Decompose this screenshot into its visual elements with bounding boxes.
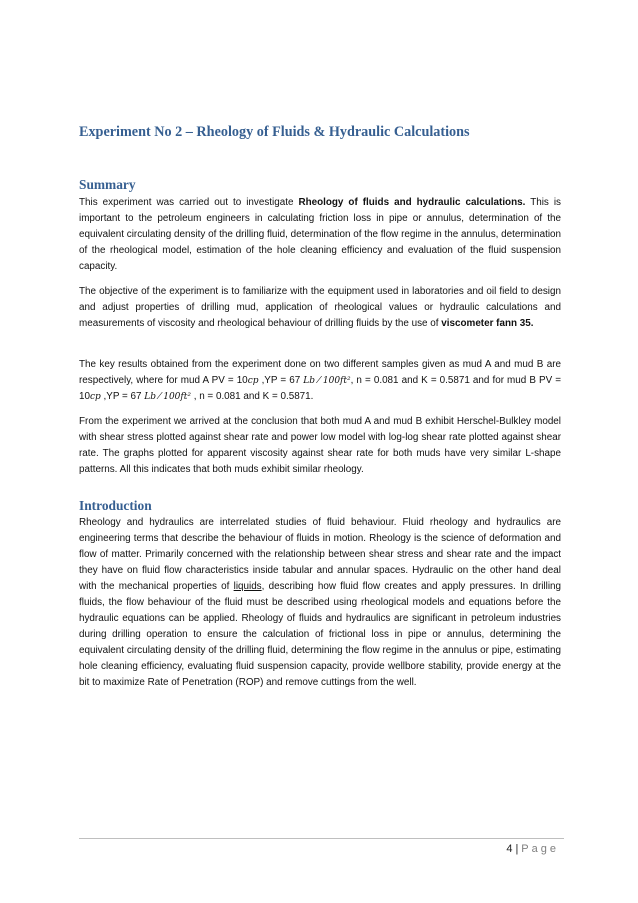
unit-lb-per-100ft2: Lb ⁄ 100ft² [144, 392, 191, 402]
liquids-link[interactable]: liquids [233, 581, 262, 592]
summary-paragraph-2: The objective of the experiment is to familiarize with the equipment used in laboratories and oil field to design and adjust properties of drilling mud, application of rheological values or hydraulic calculations and measurements of viscosity and rheological behaviour of drilling fluids by the use of viscometer fann 35. [79, 286, 561, 329]
unit-lb-per-100ft2: Lb ⁄ 100ft² [303, 376, 351, 386]
unit-cp: cp [247, 376, 259, 386]
document-title: Experiment No 2 – Rheology of Fluids & Hydraulic Calculations [79, 124, 470, 140]
introduction-heading: Introduction [79, 498, 152, 513]
page-footer [506, 843, 559, 855]
footer-separator: | [515, 843, 519, 855]
introduction-paragraph: Rheology and hydraulics are interrelated studies of fluid behaviour. Fluid rheology and hydraulics are engineering terms that describe the behaviour of fluids in motion. Rheology is the science of deformation and flow of matter. Primarily concerned with the relationship between shear stress and shear rate and the impact they have on fluid flow characteristics inside tabular and annular spaces. Hydraulic on the other hand deal with the mechanical properties of liquids, describing how fluid flow creates and apply pressures. In drilling fluids, the flow behaviour of the fluid must be described using rheological models and equations before the hydraulic equations can be applied. Rheology of fluids and hydraulics are significant in petroleum industries during drilling operation to ensure the calculation of frictional loss in pipe or annulus, determining the equivalent circulating density of the drilling fluid, determining the flow regime in the annulus or pipe, estimating hole cleaning efficiency, evaluating fluid suspension capacity, provide wellbore stability, provide energy at the bit to maximize Rate of Penetration (ROP) and remove cuttings from the well. [79, 517, 561, 688]
footer-divider [79, 838, 564, 839]
summary-topic-emphasis: Rheology of fluids and hydraulic calculations. [298, 197, 526, 208]
summary-heading: Summary [79, 177, 136, 192]
page-label: Page [521, 843, 559, 855]
summary-paragraph-1: This experiment was carried out to investigate Rheology of fluids and hydraulic calculations. This is important to the petroleum engineers in calculating friction loss in pipe or annulus, determination of the equivalent circulating density of the drilling fluid, determination of the flow regime in the annulus, determination of the rheological model, estimation of the hole cleaning efficiency and evaluation of the fluid suspension capacity. [79, 197, 561, 272]
summary-paragraph-4: From the experiment we arrived at the conclusion that both mud A and mud B exhibit Herschel-Bulkley model with shear stress plotted against shear rate and power low model with log-log shear rate plotted against shear rate. The graphs plotted for apparent viscosity against shear rate for both muds have very similar L-shape patterns. All this indicates that both muds exhibit similar rheology. [79, 416, 561, 475]
unit-cp: cp [89, 392, 101, 402]
summary-paragraph-3: The key results obtained from the experiment done on two different samples given as mud A and mud B are respectively, where for mud A PV = 10cp ,YP = 67 Lb ⁄ 100ft², n = 0.081 and K = 0.5871 and for mud B PV = 10cp ,YP = 67 Lb ⁄ 100ft² , n = 0.081 and K = 0.5871. [79, 359, 562, 402]
page-number: 4 [506, 843, 513, 855]
viscometer-emphasis: viscometer fann 35. [441, 318, 534, 329]
